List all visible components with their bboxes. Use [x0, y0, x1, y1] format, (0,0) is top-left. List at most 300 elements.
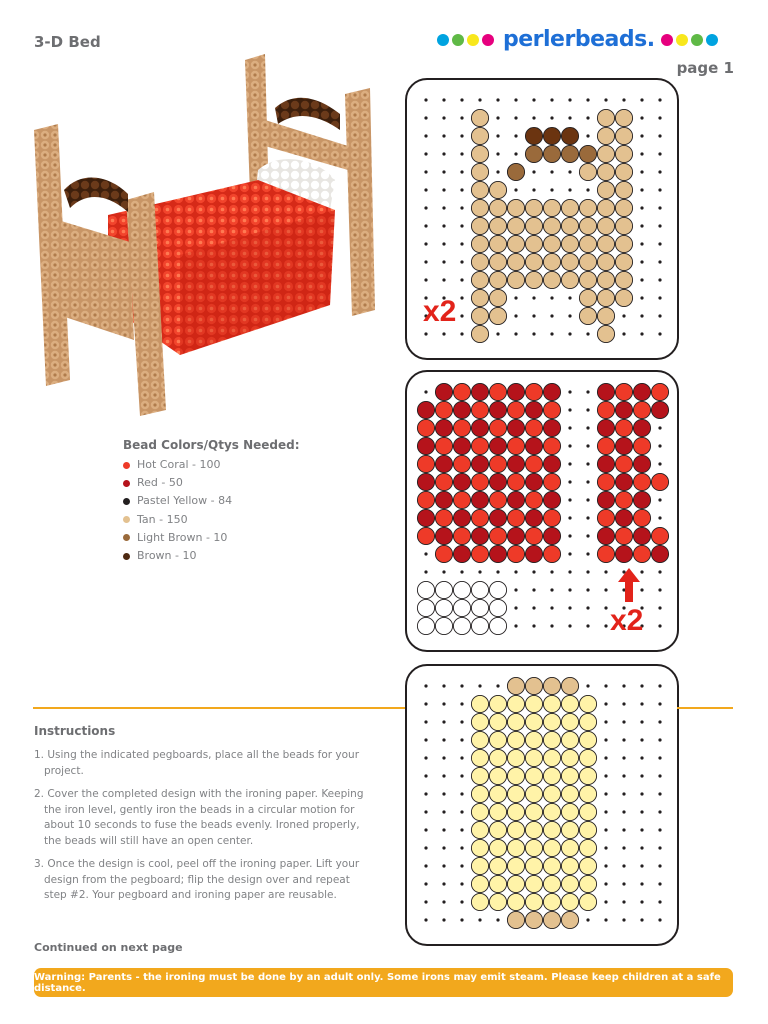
bead: [543, 437, 560, 454]
bead: [435, 473, 452, 490]
instructions-heading: Instructions: [34, 724, 116, 738]
bead: [525, 253, 542, 270]
bead: [561, 695, 578, 712]
bead: [543, 767, 560, 784]
peg: [586, 606, 589, 609]
bead: [471, 383, 488, 400]
bead: [471, 875, 488, 892]
peg: [514, 314, 517, 317]
bead: [543, 199, 560, 216]
bead: [489, 437, 506, 454]
bead: [597, 419, 614, 436]
peg: [460, 296, 463, 299]
back-post-right: [345, 88, 375, 316]
bead: [489, 731, 506, 748]
peg: [532, 296, 535, 299]
bead: [561, 731, 578, 748]
peg: [658, 864, 661, 867]
peg: [658, 774, 661, 777]
back-headboard-arch: [275, 98, 340, 130]
peg: [424, 206, 427, 209]
bead: [615, 253, 632, 270]
peg: [640, 152, 643, 155]
peg: [586, 588, 589, 591]
peg: [658, 462, 661, 465]
bead: [525, 785, 542, 802]
peg: [460, 864, 463, 867]
bead: [597, 307, 614, 324]
bead: [525, 857, 542, 874]
peg: [496, 570, 499, 573]
peg: [586, 534, 589, 537]
bead: [525, 677, 542, 694]
bead: [489, 473, 506, 490]
peg: [658, 314, 661, 317]
peg: [622, 846, 625, 849]
bead: [597, 491, 614, 508]
bead: [489, 181, 506, 198]
peg: [640, 918, 643, 921]
peg: [658, 624, 661, 627]
bead: [525, 911, 542, 928]
peg: [604, 738, 607, 741]
peg: [496, 152, 499, 155]
bead: [471, 289, 488, 306]
bead: [417, 491, 434, 508]
peg: [442, 792, 445, 795]
bead: [525, 509, 542, 526]
bead: [579, 253, 596, 270]
bead: [543, 455, 560, 472]
footboard-arch: [64, 178, 128, 212]
peg: [442, 756, 445, 759]
peg: [658, 588, 661, 591]
bead: [489, 509, 506, 526]
sides-multiplier: x2: [610, 604, 644, 637]
peg: [460, 702, 463, 705]
bead: [633, 437, 650, 454]
bead: [543, 545, 560, 562]
instructions-section: [34, 724, 364, 912]
bead: [651, 545, 668, 562]
peg: [460, 134, 463, 137]
bead: [453, 545, 470, 562]
peg: [604, 900, 607, 903]
peg: [532, 606, 535, 609]
bead: [507, 731, 524, 748]
bead: [579, 199, 596, 216]
bead: [507, 821, 524, 838]
bead: [543, 253, 560, 270]
peg: [622, 828, 625, 831]
peg: [424, 720, 427, 723]
bead: [615, 527, 632, 544]
bead: [489, 491, 506, 508]
bead: [435, 401, 452, 418]
bead: [525, 127, 542, 144]
peg: [424, 774, 427, 777]
bead: [543, 509, 560, 526]
bead: [417, 455, 434, 472]
bead: [597, 235, 614, 252]
bead: [489, 307, 506, 324]
peg: [622, 774, 625, 777]
bead: [615, 217, 632, 234]
bead: [543, 401, 560, 418]
bead: [615, 181, 632, 198]
bead: [543, 217, 560, 234]
peg: [604, 588, 607, 591]
bead: [507, 509, 524, 526]
peg: [622, 882, 625, 885]
instruction-step: 1. Using the indicated pegboards, place all the beads for your project.: [34, 749, 360, 777]
peg: [586, 444, 589, 447]
peg: [640, 738, 643, 741]
bead: [417, 401, 434, 418]
peg: [568, 480, 571, 483]
peg: [604, 702, 607, 705]
peg: [640, 720, 643, 723]
bead: [597, 271, 614, 288]
bead: [471, 803, 488, 820]
page-number: page 1: [676, 59, 734, 77]
bead: [471, 857, 488, 874]
bead: [417, 419, 434, 436]
bead: [471, 163, 488, 180]
bead: [615, 289, 632, 306]
peg: [568, 98, 571, 101]
peg: [424, 116, 427, 119]
peg: [442, 242, 445, 245]
bead: [417, 599, 434, 616]
peg: [442, 170, 445, 173]
peg: [568, 552, 571, 555]
peg: [442, 684, 445, 687]
logo-dot-icon: [676, 34, 688, 46]
bead: [597, 253, 614, 270]
peg: [640, 206, 643, 209]
bead: [615, 235, 632, 252]
bead: [417, 617, 434, 634]
peg: [460, 918, 463, 921]
bead: [525, 383, 542, 400]
bead: [489, 527, 506, 544]
bead: [651, 401, 668, 418]
bead: [471, 109, 488, 126]
bead: [615, 545, 632, 562]
peg: [640, 260, 643, 263]
peg: [532, 588, 535, 591]
peg: [586, 480, 589, 483]
bead: [561, 821, 578, 838]
peg: [586, 570, 589, 573]
bead: [597, 199, 614, 216]
bead-swatch-icon: [123, 516, 130, 523]
peg: [640, 98, 643, 101]
peg: [532, 188, 535, 191]
peg: [496, 98, 499, 101]
bead: [579, 785, 596, 802]
peg: [568, 116, 571, 119]
peg: [658, 242, 661, 245]
peg: [640, 134, 643, 137]
bead: [471, 419, 488, 436]
peg: [586, 426, 589, 429]
peg: [604, 98, 607, 101]
peg: [442, 206, 445, 209]
peg: [640, 332, 643, 335]
bead: [471, 199, 488, 216]
peg: [442, 828, 445, 831]
peg: [460, 152, 463, 155]
bead: [525, 419, 542, 436]
peg: [460, 242, 463, 245]
peg: [532, 624, 535, 627]
bead: [543, 893, 560, 910]
bead: [507, 199, 524, 216]
bead: [489, 803, 506, 820]
brand-wordmark: perlerbeads.: [503, 27, 655, 52]
peg: [550, 606, 553, 609]
bead: [471, 617, 488, 634]
peg: [568, 624, 571, 627]
bead: [417, 509, 434, 526]
peg: [640, 570, 643, 573]
peg: [658, 444, 661, 447]
peg: [586, 408, 589, 411]
peg: [658, 206, 661, 209]
peg: [604, 606, 607, 609]
bead: [597, 109, 614, 126]
peg: [586, 624, 589, 627]
bead: [453, 527, 470, 544]
bead: [471, 599, 488, 616]
bead: [507, 695, 524, 712]
logo-dot-icon: [706, 34, 718, 46]
bead: [489, 785, 506, 802]
bead: [579, 235, 596, 252]
bead: [417, 437, 434, 454]
peg: [586, 332, 589, 335]
peg: [424, 846, 427, 849]
peg: [622, 738, 625, 741]
bead: [633, 527, 650, 544]
peg: [586, 498, 589, 501]
bead: [489, 199, 506, 216]
bead: [471, 581, 488, 598]
peg: [640, 756, 643, 759]
bead: [561, 839, 578, 856]
peg: [460, 260, 463, 263]
pegboard-base-grid: [407, 666, 677, 944]
bead: [543, 419, 560, 436]
bead: [633, 383, 650, 400]
bead: [525, 893, 542, 910]
bead: [435, 491, 452, 508]
bead: [471, 749, 488, 766]
bead: [597, 473, 614, 490]
bead: [543, 271, 560, 288]
bead: [615, 127, 632, 144]
peg: [550, 170, 553, 173]
peg: [514, 624, 517, 627]
bead: [507, 419, 524, 436]
bead: [579, 839, 596, 856]
bead: [525, 839, 542, 856]
peg: [424, 152, 427, 155]
peg: [550, 314, 553, 317]
peg: [424, 918, 427, 921]
peg: [568, 170, 571, 173]
arrow-up-icon: [618, 568, 640, 602]
bead: [579, 271, 596, 288]
peg: [586, 134, 589, 137]
bead: [543, 235, 560, 252]
peg: [460, 846, 463, 849]
bead: [471, 821, 488, 838]
peg: [622, 900, 625, 903]
bead: [417, 581, 434, 598]
instruction-step: 2. Cover the completed design with the ironing paper. Keeping the iron level, gently iron the beads in a circular motion for about 10 seconds to fuse the beads evenly. Ironed properly, the beads will still have an open center.: [34, 788, 364, 847]
bead: [507, 893, 524, 910]
peg: [442, 900, 445, 903]
bead-color-item: Brown - 10: [123, 547, 300, 565]
bead: [471, 893, 488, 910]
bead: [507, 491, 524, 508]
peg: [604, 684, 607, 687]
peg: [442, 846, 445, 849]
peg: [640, 828, 643, 831]
bead: [525, 473, 542, 490]
bead: [597, 163, 614, 180]
bead: [471, 473, 488, 490]
peg: [604, 882, 607, 885]
bead: [489, 455, 506, 472]
peg: [532, 116, 535, 119]
bead: [561, 893, 578, 910]
bead: [543, 785, 560, 802]
peg: [424, 98, 427, 101]
bead: [525, 199, 542, 216]
bead-swatch-icon: [123, 462, 130, 469]
bead: [597, 527, 614, 544]
peg: [586, 552, 589, 555]
peg: [514, 570, 517, 573]
peg: [532, 332, 535, 335]
peg: [514, 98, 517, 101]
bead: [633, 419, 650, 436]
bead: [489, 401, 506, 418]
peg: [532, 170, 535, 173]
bead: [579, 163, 596, 180]
bead: [525, 455, 542, 472]
bead: [507, 455, 524, 472]
peg: [658, 792, 661, 795]
bead: [543, 145, 560, 162]
bead: [525, 271, 542, 288]
bead: [525, 491, 542, 508]
peg: [532, 314, 535, 317]
peg: [424, 864, 427, 867]
bead: [543, 695, 560, 712]
bead: [543, 857, 560, 874]
peg: [640, 224, 643, 227]
bead: [435, 419, 452, 436]
bead: [525, 145, 542, 162]
bead: [525, 731, 542, 748]
peg: [568, 588, 571, 591]
peg: [658, 810, 661, 813]
bead: [597, 217, 614, 234]
peg: [622, 810, 625, 813]
bead: [489, 581, 506, 598]
peg: [622, 684, 625, 687]
peg: [514, 134, 517, 137]
peg: [604, 720, 607, 723]
bead: [525, 821, 542, 838]
peg: [568, 390, 571, 393]
bead: [453, 509, 470, 526]
peg: [640, 116, 643, 119]
bead: [543, 677, 560, 694]
peg: [658, 882, 661, 885]
bed-illustration: [30, 50, 390, 430]
bead: [507, 911, 524, 928]
bead: [579, 145, 596, 162]
bead: [561, 253, 578, 270]
peg: [442, 134, 445, 137]
peg: [460, 170, 463, 173]
peg: [550, 116, 553, 119]
bead: [453, 383, 470, 400]
bead: [561, 677, 578, 694]
bead-color-item: Hot Coral - 100: [123, 456, 300, 474]
bead: [471, 181, 488, 198]
peg: [604, 846, 607, 849]
bead: [489, 599, 506, 616]
peg: [532, 98, 535, 101]
section-divider: [33, 707, 405, 709]
bead: [579, 857, 596, 874]
bead: [579, 713, 596, 730]
bead: [507, 271, 524, 288]
bead: [597, 145, 614, 162]
logo-dot-icon: [691, 34, 703, 46]
bead: [561, 911, 578, 928]
bead: [615, 509, 632, 526]
peg: [442, 332, 445, 335]
bead: [579, 307, 596, 324]
peg: [514, 606, 517, 609]
peg: [460, 810, 463, 813]
logo-dot-icon: [661, 34, 673, 46]
bead: [525, 217, 542, 234]
bead: [525, 437, 542, 454]
peg: [622, 792, 625, 795]
logo-dot-icon: [467, 34, 479, 46]
bead: [543, 713, 560, 730]
bead: [525, 875, 542, 892]
bead: [597, 545, 614, 562]
bead: [525, 695, 542, 712]
bead: [471, 545, 488, 562]
bead: [615, 163, 632, 180]
bead: [453, 491, 470, 508]
bead-color-item: Light Brown - 10: [123, 529, 300, 547]
bead: [561, 145, 578, 162]
peg: [460, 206, 463, 209]
bead: [489, 235, 506, 252]
